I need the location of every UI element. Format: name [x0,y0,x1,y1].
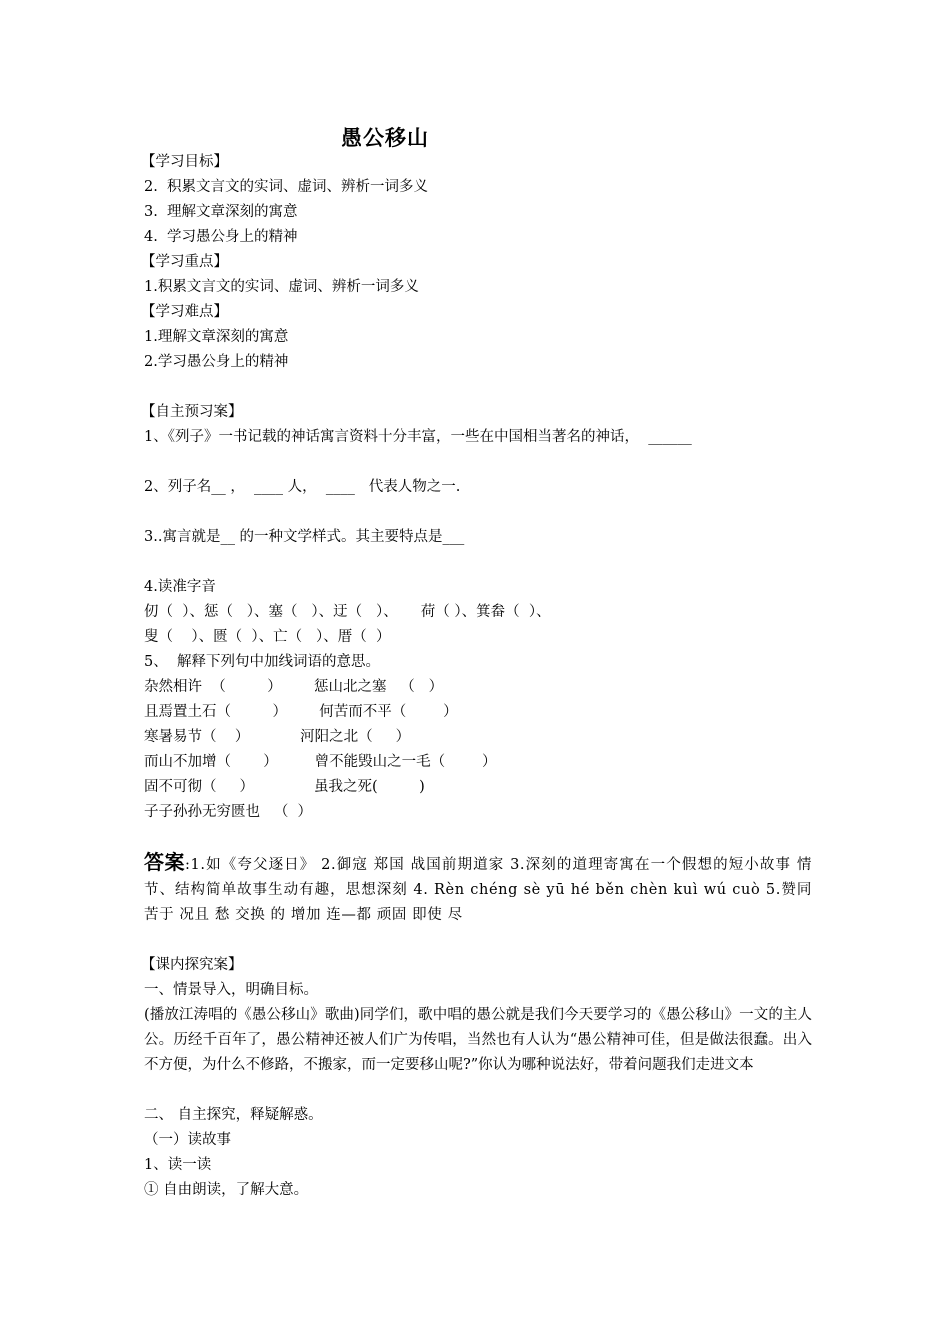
preview-heading: 【自主预习案】 [141,404,243,420]
difficulty-item: 1.理解文章深刻的寓意 [144,329,289,345]
preview-question-3: 3..寓言就是__ 的一种文学样式。其主要特点是___ [144,529,465,545]
definition-line: 寒暑易节（ ） 河阳之北（ ） [144,729,411,745]
key-points-heading: 【学习重点】 [141,254,228,270]
explore-heading: 【课内探究案】 [141,957,243,973]
document-body [141,150,812,1203]
page-title: 愚公移山 [341,126,429,150]
answer-label: 答案 [144,850,186,874]
spacer [144,375,812,400]
spacer [144,450,812,475]
preview-question-1: 1、《列子》一书记载的神话寓言资料十分丰富，一些在中国相当著名的神话， ______ [144,429,692,445]
difficulty-item: 2.学习愚公身上的精神 [144,354,289,370]
key-point-item: 1.积累文言文的实词、虚词、辨析一词多义 [144,279,419,295]
definition-line: 固不可彻（ ） 虽我之死( ) [144,779,425,795]
answer-text: :1.如《夸父逐日》 2.御寇 郑国 战国前期道家 3.深刻的道理寄寓在一个假想的短小故事 情节、结构简单故事生动有趣，思想深刻 4. Rèn chéng sè yū hé běn chèn kuì wú cuò 5.赞同苦于 况且 愁 交换 的 增加 连—都 顽固 即使 尽 [144,857,812,923]
objective-item: 3. 理解文章深刻的寓意 [144,204,298,220]
definition-line: 且焉置土石（ ） 何苦而不平（ ） [144,704,458,720]
explore-part-1-text: (播放江涛唱的《愚公移山》歌曲)同学们，歌中唱的愚公就是我们今天要学习的《愚公移山》一文的主人公。历经千百年了，愚公精神还被人们广为传唱，当然也有人认为“愚公精神可佳，但是做法很蠢。出入不方便，为什么不修路，不搬家，而一定要移山呢?”你认为哪种说法好，带着问题我们走进文本 [144,1007,812,1073]
explore-part-1-title: 一、情景导入，明确目标。 [144,982,318,998]
explore-part-2-subtitle: （一）读故事 [144,1132,231,1148]
spacer [144,500,812,525]
definition-line: 杂然相许 （ ） 惩山北之塞 （ ） [144,679,444,695]
pronunciation-line: 仞（ ）、惩（ ）、塞（ ）、迂（ ）、 荷（ ）、箕畚（ ）、 [144,604,551,620]
spacer [144,1078,812,1103]
spacer [144,550,812,575]
spacer [144,825,812,850]
preview-question-4-title: 4.读准字音 [144,579,216,595]
explore-part-2-title: 二、 自主探究，释疑解惑。 [144,1107,323,1123]
objective-item: 2. 积累文言文的实词、虚词、辨析一词多义 [144,179,429,195]
spacer [144,928,812,953]
answer-block [144,850,812,928]
pronunciation-line: 叟（ ）、匮（ ）、亡（ ）、厝（ ） [144,629,391,645]
objectives-heading: 【学习目标】 [141,154,228,170]
definition-line: 而山不加增（ ） 曾不能毁山之一毛（ ） [144,754,497,770]
preview-question-5-title: 5、 解释下列句中加线词语的意思。 [144,654,380,670]
definition-line: 子子孙孙无穷匮也 （ ） [144,804,313,820]
preview-question-2: 2、列子名__ ， ____ 人， ____ 代表人物之一. [144,479,461,495]
difficulties-heading: 【学习难点】 [141,304,228,320]
objective-item: 4. 学习愚公身上的精神 [144,229,298,245]
explore-part-2-item: ① 自由朗读，了解大意。 [144,1182,309,1198]
explore-part-2-item: 1、读一读 [144,1157,212,1173]
